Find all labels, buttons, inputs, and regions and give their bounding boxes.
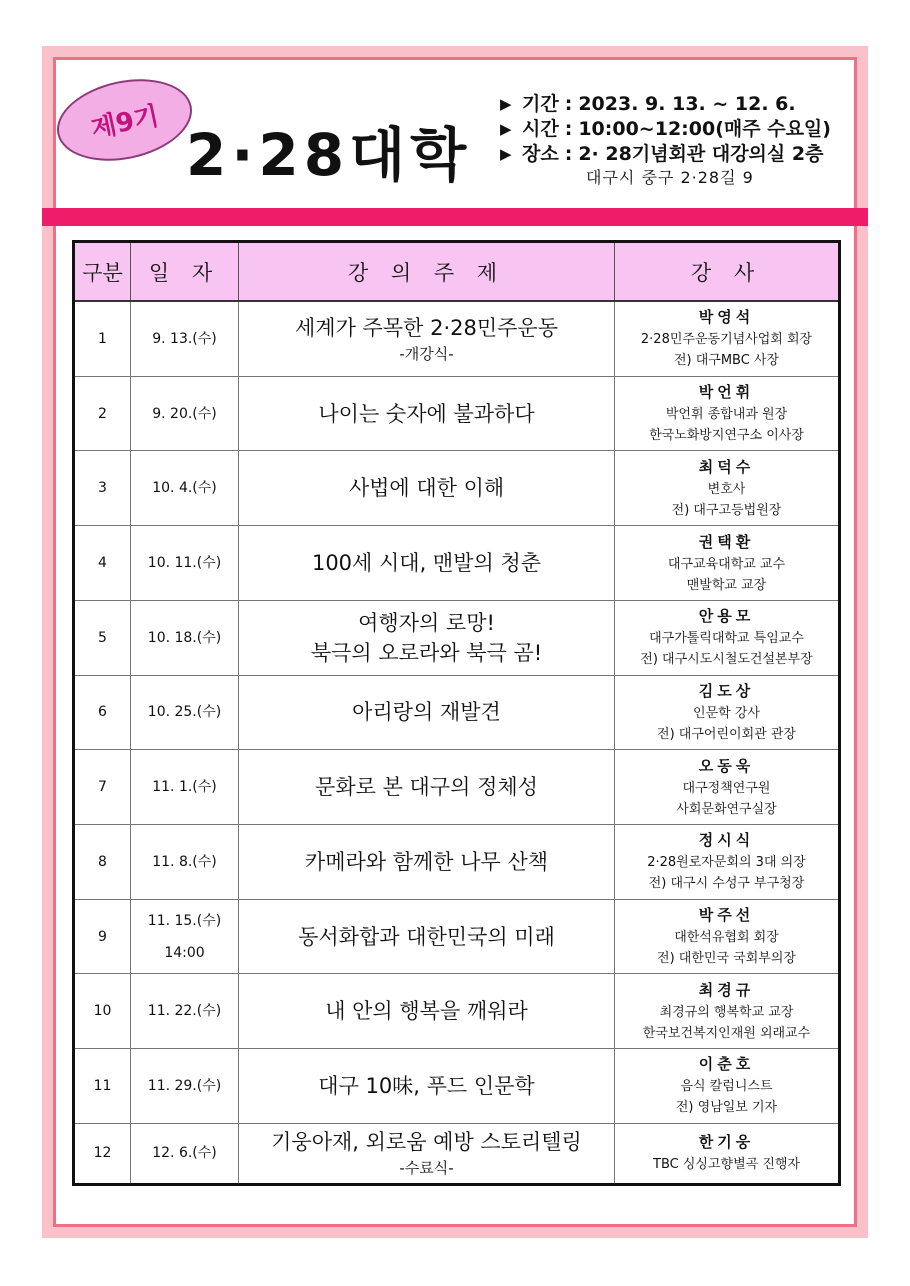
table-row bbox=[74, 1123, 840, 1184]
column-header-topic: 강 의 주 제 bbox=[239, 242, 615, 302]
lecturer-info-line: 맨발학교 교장 bbox=[686, 577, 767, 593]
row-lecturer bbox=[615, 899, 840, 974]
row-date bbox=[131, 1123, 239, 1184]
info-value: 2023. 9. 13. ~ 12. 6. bbox=[578, 93, 796, 115]
lecturer-info-line: 전) 영남일보 기자 bbox=[675, 1100, 778, 1116]
row-topic-line: 기웅아재, 외로움 예방 스토리텔링 bbox=[271, 1130, 582, 1155]
column-header-lecturer: 강 사 bbox=[615, 242, 840, 302]
lecturer-name: 안용모 bbox=[698, 607, 755, 626]
row-number: 5 bbox=[74, 600, 131, 675]
lecturer-info-line: TBC 싱싱고향별곡 진행자 bbox=[653, 1157, 800, 1173]
info-period bbox=[500, 92, 850, 117]
row-date-line: 10. 18.(수) bbox=[147, 629, 222, 646]
row-topic bbox=[239, 675, 615, 750]
lecturer-info-line: 박언휘 종합내과 원장 bbox=[665, 407, 788, 423]
row-date-line: 11. 22.(수) bbox=[147, 1003, 222, 1020]
row-lecturer bbox=[615, 1049, 840, 1124]
lecturer-name: 박영석 bbox=[698, 308, 755, 327]
column-header-no: 구분 bbox=[74, 242, 131, 302]
row-number: 8 bbox=[74, 824, 131, 899]
info-address: 대구시 중구 2·28길 9 bbox=[586, 168, 754, 187]
triangle-right-icon: ▶ bbox=[500, 145, 512, 163]
row-date bbox=[131, 600, 239, 675]
row-number: 6 bbox=[74, 675, 131, 750]
row-date-line: 12. 6.(수) bbox=[152, 1145, 217, 1162]
lecturer-info-line: 사회문화연구실장 bbox=[676, 801, 777, 817]
lecturer-info-line: 인문학 강사 bbox=[693, 705, 760, 721]
row-date bbox=[131, 675, 239, 750]
row-number: 9 bbox=[74, 899, 131, 974]
schedule-table bbox=[72, 240, 841, 1186]
table-row bbox=[74, 600, 840, 675]
row-topic-line: 100세 시대, 맨발의 청춘 bbox=[311, 551, 542, 576]
row-date-line: 9. 13.(수) bbox=[152, 330, 217, 347]
row-topic bbox=[239, 974, 615, 1049]
row-date bbox=[131, 301, 239, 376]
row-lecturer bbox=[615, 750, 840, 825]
lecturer-info-line: 전) 대구고등법원장 bbox=[671, 502, 782, 518]
row-topic bbox=[239, 451, 615, 526]
table-row bbox=[74, 824, 840, 899]
triangle-right-icon: ▶ bbox=[500, 95, 512, 113]
lecturer-info-line: 대구가톨릭대학교 특임교수 bbox=[649, 631, 804, 647]
table-header-row bbox=[74, 242, 840, 302]
row-date bbox=[131, 376, 239, 451]
row-topic bbox=[239, 750, 615, 825]
lecturer-info-line: 2·28민주운동기념사업회 회장 bbox=[640, 332, 813, 348]
row-lecturer bbox=[615, 1123, 840, 1184]
table-row bbox=[74, 675, 840, 750]
row-number: 12 bbox=[74, 1123, 131, 1184]
row-topic bbox=[239, 376, 615, 451]
lecturer-name: 박주선 bbox=[698, 906, 755, 925]
info-label: 기간 bbox=[522, 93, 559, 115]
info-separator: : bbox=[564, 93, 573, 115]
row-topic-line: 아리랑의 재발견 bbox=[352, 700, 501, 725]
row-topic bbox=[239, 600, 615, 675]
row-topic-line: 대구 10味, 푸드 인문학 bbox=[318, 1073, 535, 1098]
row-date bbox=[131, 899, 239, 974]
table-row bbox=[74, 451, 840, 526]
lecturer-info-line: 전) 대구MBC 사장 bbox=[673, 353, 780, 369]
row-date bbox=[131, 1049, 239, 1124]
lecturer-info-line: 전) 대구시도시철도건설본부장 bbox=[640, 652, 813, 668]
table-row bbox=[74, 526, 840, 601]
row-date-line: 10. 11.(수) bbox=[147, 555, 222, 572]
lecturer-name: 한기웅 bbox=[698, 1133, 755, 1152]
row-topic-line: 내 안의 행복을 깨워라 bbox=[325, 999, 528, 1024]
row-lecturer bbox=[615, 675, 840, 750]
row-date-line: 11. 15.(수) bbox=[147, 912, 222, 929]
row-number: 10 bbox=[74, 974, 131, 1049]
info-label: 장소 bbox=[522, 143, 559, 165]
row-date bbox=[131, 451, 239, 526]
lecturer-info-line: 대한석유협회 회장 bbox=[674, 930, 779, 946]
lecturer-info-line: 대구정책연구원 bbox=[682, 780, 771, 796]
row-lecturer bbox=[615, 974, 840, 1049]
row-date-line: 11. 29.(수) bbox=[147, 1077, 222, 1094]
row-topic-line: 카메라와 함께한 나무 산책 bbox=[304, 849, 549, 874]
row-number: 4 bbox=[74, 526, 131, 601]
row-topic-sub: -개강식- bbox=[399, 344, 454, 363]
row-topic-sub: -수료식- bbox=[399, 1159, 454, 1178]
row-topic-line: 사법에 대한 이해 bbox=[348, 476, 505, 501]
row-topic-line: 여행자의 로망! bbox=[358, 610, 495, 635]
lecturer-name: 김도상 bbox=[698, 681, 755, 700]
row-number: 11 bbox=[74, 1049, 131, 1124]
lecturer-info-line: 2·28원로자문회의 3대 의장 bbox=[647, 855, 806, 871]
row-lecturer bbox=[615, 301, 840, 376]
info-value: 2· 28기념회관 대강의실 2층 bbox=[578, 143, 824, 165]
column-header-date: 일 자 bbox=[131, 242, 239, 302]
lecturer-info-line: 한국노화방지연구소 이사장 bbox=[649, 428, 804, 444]
info-separator: : bbox=[564, 118, 573, 140]
row-topic bbox=[239, 1123, 615, 1184]
row-date-line: 11. 1.(수) bbox=[152, 779, 217, 796]
row-date-line: 10. 25.(수) bbox=[147, 704, 222, 721]
info-place bbox=[500, 142, 850, 167]
row-number: 3 bbox=[74, 451, 131, 526]
row-date bbox=[131, 526, 239, 601]
lecturer-info-line: 음식 칼럼니스트 bbox=[680, 1079, 773, 1095]
row-topic bbox=[239, 824, 615, 899]
row-topic bbox=[239, 526, 615, 601]
lecturer-info-line: 최경규의 행복학교 교장 bbox=[659, 1004, 794, 1020]
lecturer-name: 박언휘 bbox=[698, 383, 755, 402]
row-topic-line: 세계가 주목한 2·28민주운동 bbox=[295, 315, 558, 340]
info-label: 시간 bbox=[522, 118, 559, 140]
info-time bbox=[500, 117, 850, 142]
row-date-line: 14:00 bbox=[164, 944, 205, 961]
table-row bbox=[74, 301, 840, 376]
row-topic-line: 북극의 오로라와 북극 곰! bbox=[310, 640, 543, 665]
table-row bbox=[74, 376, 840, 451]
lecturer-name: 권택환 bbox=[698, 532, 755, 551]
row-number: 2 bbox=[74, 376, 131, 451]
lecturer-info-line: 대구교육대학교 교수 bbox=[667, 556, 786, 572]
lecturer-name: 오동욱 bbox=[698, 756, 755, 775]
row-date bbox=[131, 974, 239, 1049]
table-row bbox=[74, 750, 840, 825]
table-row bbox=[74, 974, 840, 1049]
row-lecturer bbox=[615, 376, 840, 451]
cohort-badge-label: 제9기 bbox=[88, 100, 162, 145]
row-topic-line: 나이는 숫자에 불과하다 bbox=[318, 401, 535, 426]
lecturer-name: 정시식 bbox=[698, 831, 755, 850]
lecturer-info-line: 변호사 bbox=[707, 481, 746, 497]
lecturer-info-line: 전) 대구어린이회관 관장 bbox=[657, 726, 796, 742]
row-lecturer bbox=[615, 600, 840, 675]
info-value: 10:00~12:00(매주 수요일) bbox=[578, 118, 831, 140]
row-topic-line: 동서화합과 대한민국의 미래 bbox=[298, 924, 555, 949]
triangle-right-icon: ▶ bbox=[500, 120, 512, 138]
table-row bbox=[74, 1049, 840, 1124]
row-date bbox=[131, 750, 239, 825]
row-date bbox=[131, 824, 239, 899]
page-title: 2·28대학 bbox=[186, 121, 472, 189]
row-date-line: 9. 20.(수) bbox=[152, 405, 217, 422]
lecturer-name: 최경규 bbox=[698, 980, 755, 999]
row-date-line: 11. 8.(수) bbox=[152, 853, 217, 870]
row-number: 7 bbox=[74, 750, 131, 825]
row-lecturer bbox=[615, 526, 840, 601]
lecturer-info-line: 전) 대구시 수성구 부구청장 bbox=[648, 876, 805, 892]
lecturer-info-line: 한국보건복지인재원 외래교수 bbox=[642, 1025, 811, 1041]
divider-band bbox=[42, 208, 868, 226]
lecturer-name: 이춘호 bbox=[698, 1055, 755, 1074]
row-date-line: 10. 4.(수) bbox=[152, 480, 217, 497]
info-separator: : bbox=[564, 143, 573, 165]
row-topic bbox=[239, 301, 615, 376]
row-topic-line: 문화로 본 대구의 정체성 bbox=[315, 775, 538, 800]
row-lecturer bbox=[615, 451, 840, 526]
row-number: 1 bbox=[74, 301, 131, 376]
info-block bbox=[500, 92, 850, 189]
lecturer-name: 최덕수 bbox=[698, 457, 755, 476]
row-topic bbox=[239, 899, 615, 974]
row-topic bbox=[239, 1049, 615, 1124]
table-row bbox=[74, 899, 840, 974]
row-lecturer bbox=[615, 824, 840, 899]
lecturer-info-line: 전) 대한민국 국회부의장 bbox=[657, 951, 796, 967]
